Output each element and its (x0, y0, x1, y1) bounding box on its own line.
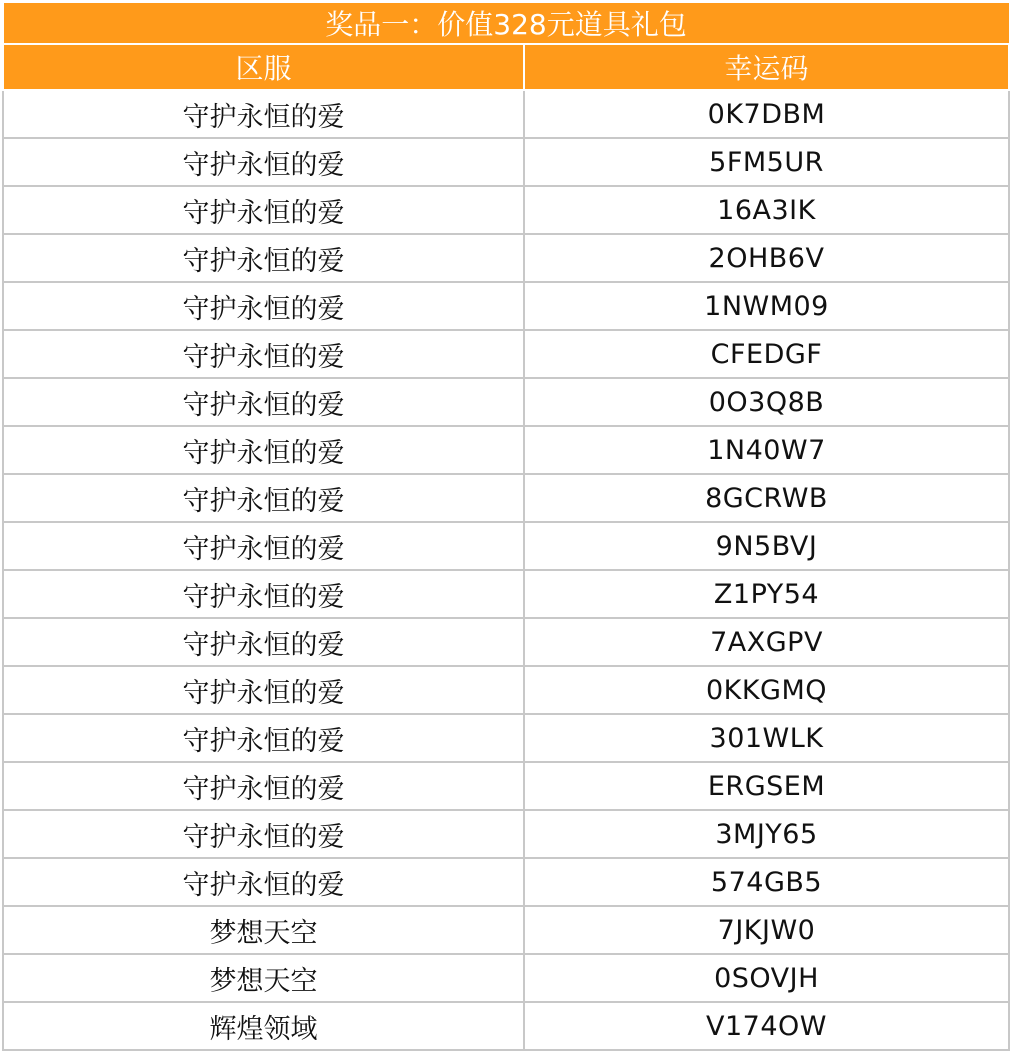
code-cell: 301WLK (524, 714, 1009, 762)
code-cell: 0K7DBM (524, 90, 1009, 138)
table-row (3, 954, 1009, 1002)
server-cell: 守护永恒的爱 (3, 762, 524, 810)
code-cell: 0O3Q8B (524, 378, 1009, 426)
table-row (3, 714, 1009, 762)
code-cell: 3MJY65 (524, 810, 1009, 858)
table-row (3, 378, 1009, 426)
table-row (3, 810, 1009, 858)
server-cell: 守护永恒的爱 (3, 858, 524, 906)
code-cell: 1NWM09 (524, 282, 1009, 330)
table-body (3, 90, 1009, 1050)
server-cell: 守护永恒的爱 (3, 138, 524, 186)
code-cell: ERGSEM (524, 762, 1009, 810)
table-row (3, 906, 1009, 954)
code-cell: V174OW (524, 1002, 1009, 1050)
server-cell: 守护永恒的爱 (3, 666, 524, 714)
server-cell: 守护永恒的爱 (3, 282, 524, 330)
table-row (3, 858, 1009, 906)
code-cell: 2OHB6V (524, 234, 1009, 282)
table-row (3, 762, 1009, 810)
code-cell: 7JKJW0 (524, 906, 1009, 954)
table-row (3, 234, 1009, 282)
server-cell: 守护永恒的爱 (3, 378, 524, 426)
table-row (3, 282, 1009, 330)
table-row (3, 666, 1009, 714)
server-cell: 梦想天空 (3, 954, 524, 1002)
code-cell: 8GCRWB (524, 474, 1009, 522)
table-row (3, 570, 1009, 618)
server-cell: 守护永恒的爱 (3, 330, 524, 378)
table-row (3, 426, 1009, 474)
server-cell: 守护永恒的爱 (3, 810, 524, 858)
prize-code-table (2, 2, 1010, 1051)
code-cell: 16A3IK (524, 186, 1009, 234)
table-row (3, 138, 1009, 186)
server-cell: 守护永恒的爱 (3, 618, 524, 666)
table-row (3, 186, 1009, 234)
table-row (3, 522, 1009, 570)
table-row (3, 330, 1009, 378)
server-cell: 守护永恒的爱 (3, 186, 524, 234)
code-cell: 1N40W7 (524, 426, 1009, 474)
code-cell: CFEDGF (524, 330, 1009, 378)
table-row (3, 90, 1009, 138)
code-cell: 0SOVJH (524, 954, 1009, 1002)
server-cell: 守护永恒的爱 (3, 714, 524, 762)
server-cell: 守护永恒的爱 (3, 522, 524, 570)
server-cell: 守护永恒的爱 (3, 234, 524, 282)
server-cell: 守护永恒的爱 (3, 426, 524, 474)
server-cell: 守护永恒的爱 (3, 474, 524, 522)
table-row (3, 1002, 1009, 1050)
code-cell: 9N5BVJ (524, 522, 1009, 570)
server-cell: 守护永恒的爱 (3, 90, 524, 138)
column-header-code: 幸运码 (524, 44, 1009, 90)
table-title-row (3, 3, 1009, 45)
table-row (3, 474, 1009, 522)
server-cell: 辉煌领域 (3, 1002, 524, 1050)
column-header-server: 区服 (3, 44, 524, 90)
server-cell: 梦想天空 (3, 906, 524, 954)
server-cell: 守护永恒的爱 (3, 570, 524, 618)
table-row (3, 618, 1009, 666)
column-header-row (3, 44, 1009, 90)
code-cell: 5FM5UR (524, 138, 1009, 186)
code-cell: Z1PY54 (524, 570, 1009, 618)
code-cell: 7AXGPV (524, 618, 1009, 666)
table-title: 奖品一：价值328元道具礼包 (3, 3, 1009, 45)
code-cell: 574GB5 (524, 858, 1009, 906)
code-cell: 0KKGMQ (524, 666, 1009, 714)
